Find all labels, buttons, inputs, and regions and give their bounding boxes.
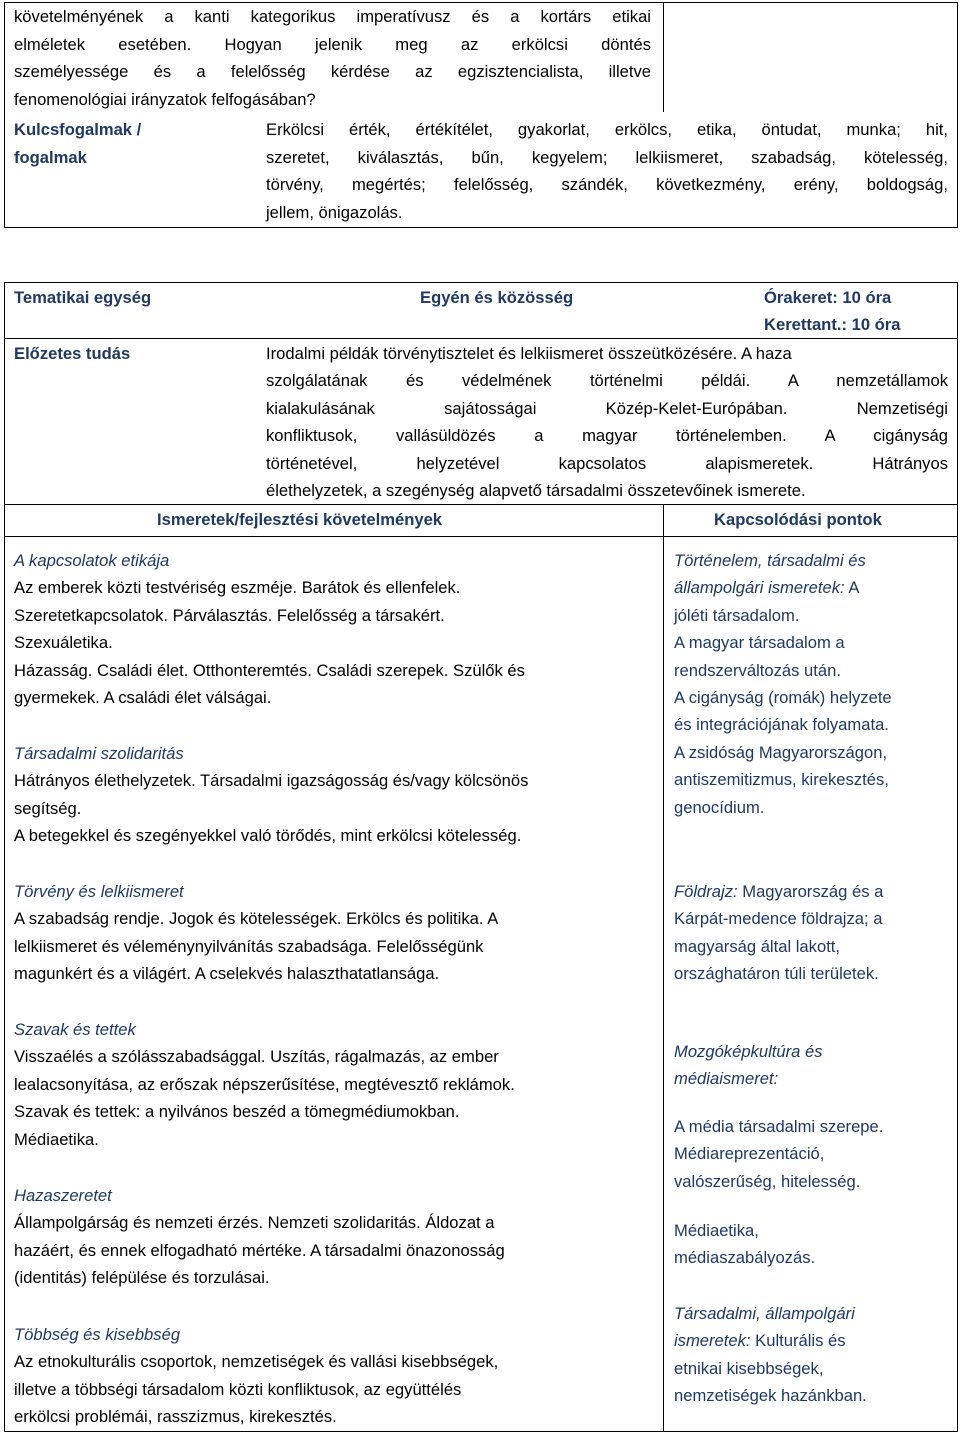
link-line: A zsidóság Magyarországon, xyxy=(674,742,888,762)
section-line: Állampolgárság és nemzeti érzés. Nemzeti szolidaritás. Áldozat a xyxy=(14,1213,495,1233)
fragment-line-4: fenomenológiai irányzatok felfogásában? xyxy=(14,90,316,109)
section-patriotism xyxy=(14,1182,505,1292)
section-line: gyermekek. A családi élet válságai. xyxy=(14,687,272,707)
key-concepts-line-2: szeretet, kiválasztás, bűn, kegyelem; lelkiismeret, szabadság, kötelesség, xyxy=(266,148,948,167)
link-history-title-2: állampolgári ismeretek: xyxy=(674,578,845,598)
link-civics-first: Kulturális és xyxy=(750,1331,846,1351)
section-line: Visszaélés a szólásszabadsággal. Uszítás, rágalmazás, az ember xyxy=(14,1047,499,1067)
fragment-line-3: személyessége és a felelősség kérdése az egzisztencialista, illetve xyxy=(14,62,651,81)
section-majority-minority xyxy=(14,1321,498,1431)
prior-knowledge-line-2: szolgálatának és védelmének történelmi példái. A nemzetállamok xyxy=(266,371,948,390)
fragment-line-1: követelményének a kanti kategorikus imperatívusz és a kortárs etikai xyxy=(14,7,651,26)
prior-knowledge-line-4: konfliktusok, vallásüldözés a magyar történelemben. A cigányság xyxy=(266,426,948,445)
section-line: A betegekkel és szegényekkel való törődés, mint erkölcsi kötelesség. xyxy=(14,826,522,846)
link-line: Médiareprezentáció, xyxy=(674,1144,825,1164)
prior-knowledge-line-1: Irodalmi példák törvénytisztelet és lelkiismeret összeütközésére. A haza xyxy=(266,344,792,363)
section-line: A szabadság rendje. Jogok és kötelességek. Erkölcs és politika. A xyxy=(14,909,499,929)
link-media-block-2 xyxy=(674,1217,815,1272)
link-history-title-1: Történelem, társadalmi és xyxy=(674,551,866,570)
link-civics-title-2: ismeretek: xyxy=(674,1331,751,1351)
prior-knowledge-line-5: történetével, helyzetével kapcsolatos alapismeretek. Hátrányos xyxy=(266,454,948,473)
prior-knowledge-label: Előzetes tudás xyxy=(14,344,131,363)
section-title: Többség és kisebbség xyxy=(14,1325,181,1344)
link-line: Kárpát-medence földrajza; a xyxy=(674,909,883,929)
section-title: Szavak és tettek xyxy=(14,1020,136,1039)
key-concepts-label-2: fogalmak xyxy=(14,148,87,167)
links-header: Kapcsolódási pontok xyxy=(714,510,882,529)
section-solidarity xyxy=(14,740,528,850)
section-title: A kapcsolatok etikája xyxy=(14,551,170,570)
fragment-line-2: elméletek esetében. Hogyan jelenik meg az erkölcsi döntés xyxy=(14,35,651,54)
link-line: A magyar társadalom a xyxy=(674,633,845,653)
link-line: országhatáron túli területek. xyxy=(674,964,879,984)
section-line: Az emberek közti testvériség eszméje. Barátok és ellenfelek. xyxy=(14,578,461,598)
link-line: etnikai kisebbségek, xyxy=(674,1358,824,1378)
link-line: magyarság által lakott, xyxy=(674,936,841,956)
link-media xyxy=(674,1038,823,1093)
section-line: hazáért, és ennek elfogadható mértéke. A társadalmi önazonosság xyxy=(14,1240,505,1260)
link-line: és integrációjának folyamata. xyxy=(674,715,889,735)
link-line: valószerűség, hitelesség. xyxy=(674,1171,861,1191)
section-line: magunkért és a világért. A cselekvés halaszthatatlansága. xyxy=(14,964,440,984)
section-law-conscience xyxy=(14,878,498,988)
top-table-divider xyxy=(663,2,664,112)
key-concepts-line-3: törvény, megértés; felelősség, szándék, következmény, erény, boldogság, xyxy=(266,175,948,194)
unit-frame-hours: Kerettant.: 10 óra xyxy=(764,315,901,334)
unit-title: Egyén és közösség xyxy=(420,288,574,307)
section-words-deeds xyxy=(14,1016,515,1153)
link-line: antiszemitizmus, kirekesztés, xyxy=(674,770,889,790)
unit-hours: Órakeret: 10 óra xyxy=(764,288,892,307)
section-line: illetve a többségi társadalom közti konfliktusok, az együttélés xyxy=(14,1379,462,1399)
link-history-tail: A xyxy=(844,578,860,598)
section-line: Szavak és tettek: a nyilvános beszéd a tömegmédiumokban. xyxy=(14,1102,460,1122)
section-line: Médiaetika. xyxy=(14,1129,99,1149)
link-geography-first: Magyarország és a xyxy=(737,882,884,901)
link-media-title-1: Mozgóképkultúra és xyxy=(674,1042,823,1061)
section-line: Hátrányos élethelyzetek. Társadalmi igazságosság és/vagy kölcsönös xyxy=(14,771,529,791)
section-line: segítség. xyxy=(14,798,82,818)
section-line: Az etnokulturális csoportok, nemzetiségek és vallási kisebbségek, xyxy=(14,1352,499,1372)
section-line: lealacsonyítása, az erőszak népszerűsítése, megtévesztő reklámok. xyxy=(14,1074,515,1094)
link-line: A cigányság (romák) helyzete xyxy=(674,687,892,707)
section-relationships xyxy=(14,547,525,711)
link-line: rendszerváltozás után. xyxy=(674,660,841,680)
link-history xyxy=(674,547,892,821)
link-civics-title-1: Társadalmi, állampolgári xyxy=(674,1304,855,1323)
requirements-header: Ismeretek/fejlesztési követelmények xyxy=(157,510,443,529)
section-line: Házasság. Családi élet. Otthonteremtés. Családi szerepek. Szülők és xyxy=(14,660,525,680)
section-title: Hazaszeretet xyxy=(14,1186,112,1205)
section-title: Törvény és lelkiismeret xyxy=(14,882,184,901)
prior-knowledge-line-3: kialakulásának sajátosságai Közép-Kelet-Európában. Nemzetiségi xyxy=(266,399,948,418)
section-line: erkölcsi problémái, rasszizmus, kirekesztés. xyxy=(14,1407,337,1427)
link-geography-title: Földrajz: xyxy=(674,882,738,901)
link-geography xyxy=(674,878,883,988)
link-line: Médiaetika, xyxy=(674,1221,759,1240)
key-concepts-line-1: Erkölcsi érték, értékítélet, gyakorlat, erkölcs, etika, öntudat, munka; hit, xyxy=(266,120,948,139)
link-media-title-2: médiaismeret: xyxy=(674,1069,779,1089)
col-line-main xyxy=(663,504,664,1432)
key-concepts-line-4: jellem, önigazolás. xyxy=(266,203,403,222)
link-media-block-1 xyxy=(674,1113,883,1195)
link-line: médiaszabályozás. xyxy=(674,1248,816,1268)
unit-label: Tematikai egység xyxy=(14,288,152,307)
key-concepts-label-1: Kulcsfogalmak / xyxy=(14,120,142,139)
section-line: Szexuáletika. xyxy=(14,633,113,653)
link-line: A média társadalmi szerepe. xyxy=(674,1117,884,1136)
row-line-3 xyxy=(4,536,958,537)
link-line: nemzetiségek hazánkban. xyxy=(674,1386,867,1406)
section-line: Szeretetkapcsolatok. Párválasztás. Felelősség a társakért. xyxy=(14,605,445,625)
prior-knowledge-line-6: élethelyzetek, a szegénység alapvető társadalmi összetevőinek ismerete. xyxy=(266,481,806,500)
section-line: (identitás) felépülése és torzulásai. xyxy=(14,1268,270,1288)
section-line: lelkiismeret és véleménynyilvánítás szabadsága. Felelősségünk xyxy=(14,936,484,956)
link-civics xyxy=(674,1300,867,1410)
section-title: Társadalmi szolidaritás xyxy=(14,744,184,763)
link-line: genocídium. xyxy=(674,797,765,817)
link-line: jóléti társadalom. xyxy=(674,605,800,625)
